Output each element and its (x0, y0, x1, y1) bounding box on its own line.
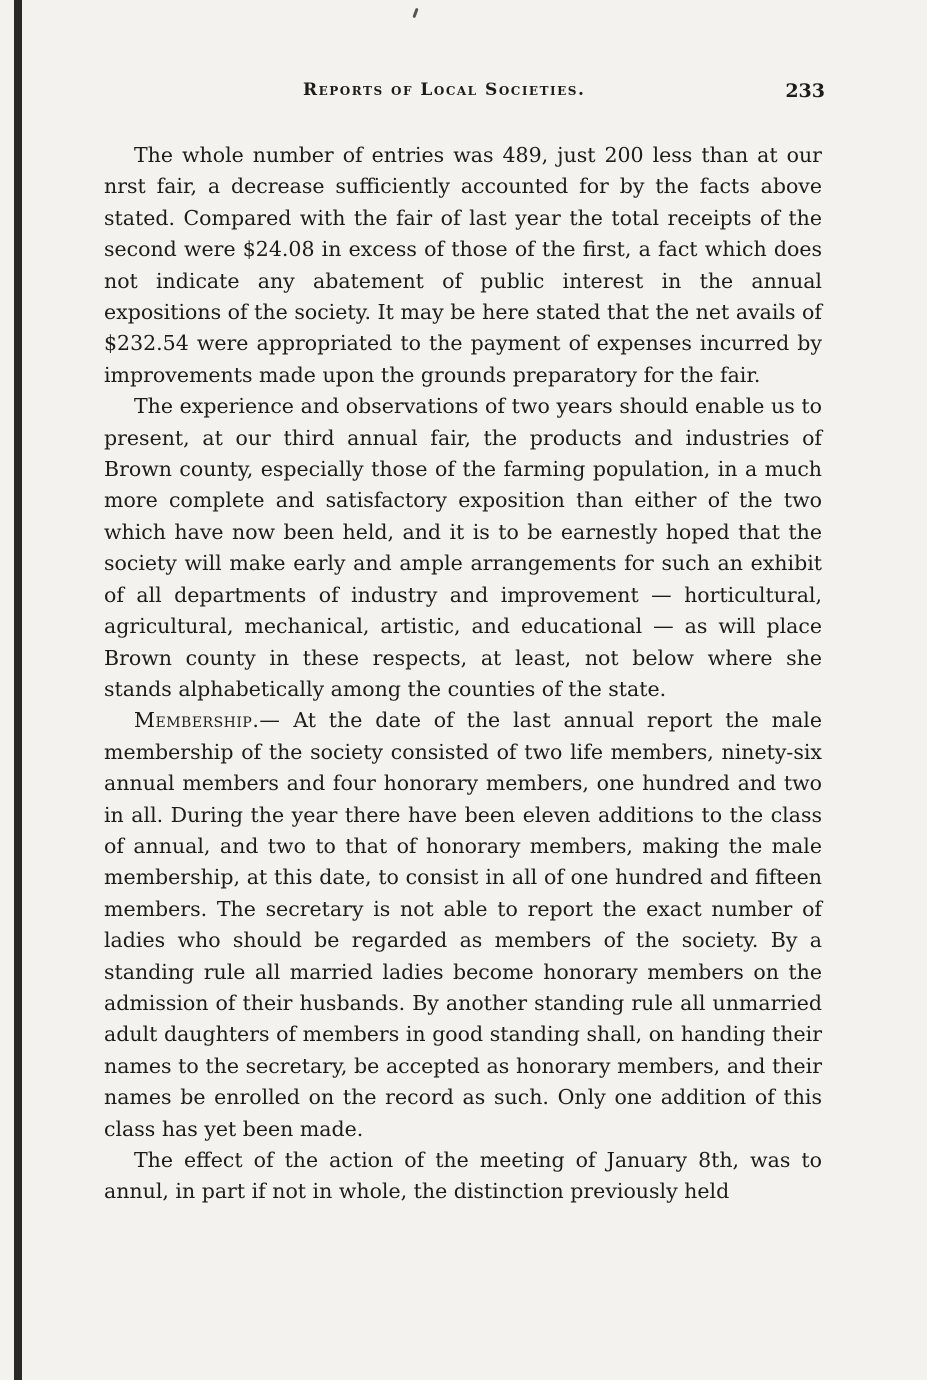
page-number: 233 (785, 80, 825, 102)
running-head-title: Reports of Local Societies. (303, 80, 586, 100)
paragraph-effect (104, 1145, 822, 1208)
binding-edge (14, 0, 22, 1380)
ink-speck (412, 8, 418, 18)
paragraph-text: The effect of the action of the meeting of January 8th, was to annul, in part if not in whole, the distinction previously held (104, 1148, 822, 1204)
membership-heading: Membership.— (134, 708, 281, 733)
paragraph-text: The experience and observations of two years should enable us to present, at our third annual fair, the products and industries of Brown county, especially those of the farming population, in a much more complete and satisfactory exposition than either of the two which have now been held, and it is to be earnestly hoped that the society will make early and ample arrangements for such an exhibit of all departments of industry and improvement — horticultural, agricultural, mechanical, artistic, and educational — as will place Brown county in these respects, at least, not below where she stands alphabetically among the counties of the state. (104, 394, 822, 701)
running-head (100, 80, 825, 110)
paragraph-entries (104, 140, 822, 391)
paragraph-text: At the date of the last annual report the male membership of the society consisted of two life members, ninety-six annual members and four honorary members, one hundred and two in all. During the year there have been eleven additions to the class of annual, and two to that of honorary members, making the male membership, at this date, to consist in all of one hundred and fifteen members. The secretary is not able to report the exact number of ladies who should be regarded as members of the society. By a standing rule all married ladies become honorary members on the admission of their husbands. By another standing rule all unmarried adult daughters of members in good standing shall, on handing their names to the secretary, be accepted as honorary members, and their names be enrolled on the record as such. Only one addition of this class has yet been made. (104, 708, 822, 1141)
paragraph-membership (104, 705, 822, 1145)
paragraph-experience (104, 391, 822, 705)
paragraph-text: The whole number of entries was 489, just 200 less than at our nrst fair, a decrease sufficiently accounted for by the facts above stated. Compared with the fair of last year the total receipts of the second were $24.08 in excess of those of the first, a fact which does not indicate any abatement of public interest in the annual expositions of the society. It may be here stated that the net avails of $232.54 were appropriated to the payment of expenses incurred by improvements made upon the grounds preparatory for the fair. (104, 143, 822, 387)
body-text (104, 140, 822, 1208)
